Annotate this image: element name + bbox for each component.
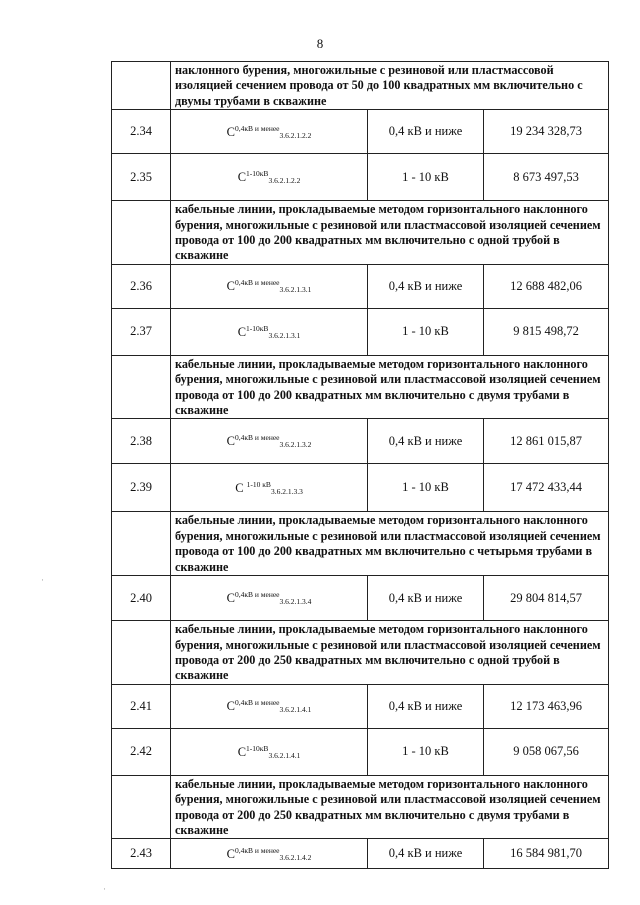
rate-value: 8 673 497,53	[484, 154, 609, 201]
rate-symbol	[171, 839, 368, 869]
rate-value: 29 804 814,57	[484, 576, 609, 621]
row-number: 2.40	[112, 576, 171, 621]
rate-value: 17 472 433,44	[484, 464, 609, 512]
table-row	[112, 464, 609, 512]
rate-symbol-superscript: 0,4кВ и менее	[234, 433, 280, 443]
rate-value: 16 584 981,70	[484, 839, 609, 869]
rate-symbol	[171, 308, 368, 355]
section-header-row	[112, 621, 609, 685]
rate-value: 9 815 498,72	[484, 308, 609, 355]
row-number: 2.38	[112, 419, 171, 464]
rate-symbol	[171, 154, 368, 201]
rate-symbol-superscript: 1-10кВ	[246, 169, 269, 179]
rate-symbol-superscript: 1-10 кВ	[246, 479, 271, 489]
rate-symbol-subscript: 3.6.2.1.3.3	[270, 486, 303, 496]
voltage-level: 0,4 кВ и ниже	[368, 839, 484, 869]
row-number: 2.36	[112, 264, 171, 308]
rate-symbol	[171, 419, 368, 464]
rate-symbol-superscript: 0,4кВ и менее	[234, 278, 280, 288]
rate-symbol-superscript: 0,4кВ и менее	[234, 123, 280, 133]
section-header-row	[112, 775, 609, 839]
page-number: 8	[316, 36, 324, 51]
empty-number-cell	[112, 621, 171, 685]
section-description: кабельные линии, прокладываемые методом горизонтального наклонного бурения, многожильные с резиновой или пластмассовой изоляцией сечением провода от 200 до 250 квадратных мм включительно с двумя трубами в скважине	[171, 775, 609, 839]
rate-symbol	[171, 464, 368, 512]
rate-value: 12 173 463,96	[484, 684, 609, 728]
section-header-row	[112, 62, 609, 110]
rate-symbol-base: C	[237, 324, 247, 339]
table-row	[112, 110, 609, 154]
rate-symbol-subscript: 3.6.2.1.4.1	[279, 705, 312, 715]
empty-number-cell	[112, 775, 171, 839]
voltage-level: 0,4 кВ и ниже	[368, 264, 484, 308]
table-row	[112, 684, 609, 728]
table-row	[112, 264, 609, 308]
section-description: кабельные линии, прокладываемые методом горизонтального наклонного бурения, многожильные с резиновой или пластмассовой изоляцией сечением провода от 100 до 200 квадратных мм включительно с одной трубой в скважине	[171, 201, 609, 265]
voltage-level: 1 - 10 кВ	[368, 154, 484, 201]
row-number: 2.41	[112, 684, 171, 728]
rate-value: 19 234 328,73	[484, 110, 609, 154]
empty-number-cell	[112, 355, 171, 419]
table-row	[112, 419, 609, 464]
section-description: кабельные линии, прокладываемые методом горизонтального наклонного бурения, многожильные с резиновой или пластмассовой изоляцией сечением провода от 100 до 200 квадратных мм включительно с двумя трубами в скважине	[171, 355, 609, 419]
rate-symbol-base: C	[226, 124, 235, 139]
table-row	[112, 839, 609, 869]
table-row	[112, 576, 609, 621]
section-header-row	[112, 512, 609, 576]
section-header-row	[112, 355, 609, 419]
section-description: кабельные линии, прокладываемые методом горизонтального наклонного бурения, многожильные с резиновой или пластмассовой изоляцией сечением провода от 100 до 200 квадратных мм включительно с четырьмя трубами в скважине	[171, 512, 609, 576]
table-row	[112, 154, 609, 201]
rate-symbol-subscript: 3.6.2.1.4.1	[268, 750, 301, 760]
rate-symbol-base: C	[237, 170, 247, 185]
rate-value: 9 058 067,56	[484, 728, 609, 775]
rate-symbol	[171, 576, 368, 621]
rate-symbol	[171, 264, 368, 308]
voltage-level: 1 - 10 кВ	[368, 728, 484, 775]
row-number: 2.37	[112, 308, 171, 355]
row-number: 2.43	[112, 839, 171, 869]
row-number: 2.42	[112, 728, 171, 775]
rate-symbol-base: C	[226, 846, 235, 861]
rate-symbol-subscript: 3.6.2.1.3.1	[268, 330, 301, 340]
empty-number-cell	[112, 62, 171, 110]
rate-symbol-superscript: 1-10кВ	[246, 323, 269, 333]
row-number: 2.34	[112, 110, 171, 154]
rate-symbol-subscript: 3.6.2.1.3.1	[279, 285, 312, 295]
rate-symbol-superscript: 1-10кВ	[246, 743, 269, 753]
table-row	[112, 308, 609, 355]
rate-symbol-subscript: 3.6.2.1.2.2	[268, 176, 301, 186]
rate-symbol-base: C	[235, 480, 247, 495]
rate-symbol-subscript: 3.6.2.1.3.4	[279, 597, 312, 607]
rate-symbol-base: C	[226, 591, 235, 606]
voltage-level: 0,4 кВ и ниже	[368, 576, 484, 621]
voltage-level: 0,4 кВ и ниже	[368, 419, 484, 464]
margin-mark: ·	[41, 575, 44, 585]
voltage-level: 1 - 10 кВ	[368, 308, 484, 355]
table-row	[112, 728, 609, 775]
voltage-level: 0,4 кВ и ниже	[368, 110, 484, 154]
rate-value: 12 688 482,06	[484, 264, 609, 308]
row-number: 2.39	[112, 464, 171, 512]
voltage-level: 0,4 кВ и ниже	[368, 684, 484, 728]
section-description: кабельные линии, прокладываемые методом горизонтального наклонного бурения, многожильные с резиновой или пластмассовой изоляцией сечением провода от 200 до 250 квадратных мм включительно с одной трубой в скважине	[171, 621, 609, 685]
row-number: 2.35	[112, 154, 171, 201]
rate-symbol-superscript: 0,4кВ и менее	[234, 590, 280, 600]
voltage-level: 1 - 10 кВ	[368, 464, 484, 512]
rate-symbol-superscript: 0,4кВ и менее	[234, 698, 280, 708]
empty-number-cell	[112, 512, 171, 576]
rate-symbol-superscript: 0,4кВ и менее	[234, 845, 280, 855]
rate-value: 12 861 015,87	[484, 419, 609, 464]
margin-mark: ·	[103, 884, 106, 894]
rate-symbol-subscript: 3.6.2.1.2.2	[279, 130, 312, 140]
rate-symbol-subscript: 3.6.2.1.3.2	[279, 440, 312, 450]
rate-symbol-base: C	[226, 434, 235, 449]
rate-symbol	[171, 110, 368, 154]
section-header-row	[112, 201, 609, 265]
rate-symbol	[171, 728, 368, 775]
empty-number-cell	[112, 201, 171, 265]
rate-symbol-base: C	[226, 279, 235, 294]
section-description: наклонного бурения, многожильные с резиновой или пластмассовой изоляцией сечением провода от 50 до 100 квадратных мм включительно с двумы трубами в скважине	[171, 62, 609, 110]
rate-symbol-subscript: 3.6.2.1.4.2	[279, 852, 312, 862]
tariff-table	[111, 61, 609, 869]
rate-symbol	[171, 684, 368, 728]
rate-symbol-base: C	[226, 699, 235, 714]
rate-symbol-base: C	[237, 744, 247, 759]
